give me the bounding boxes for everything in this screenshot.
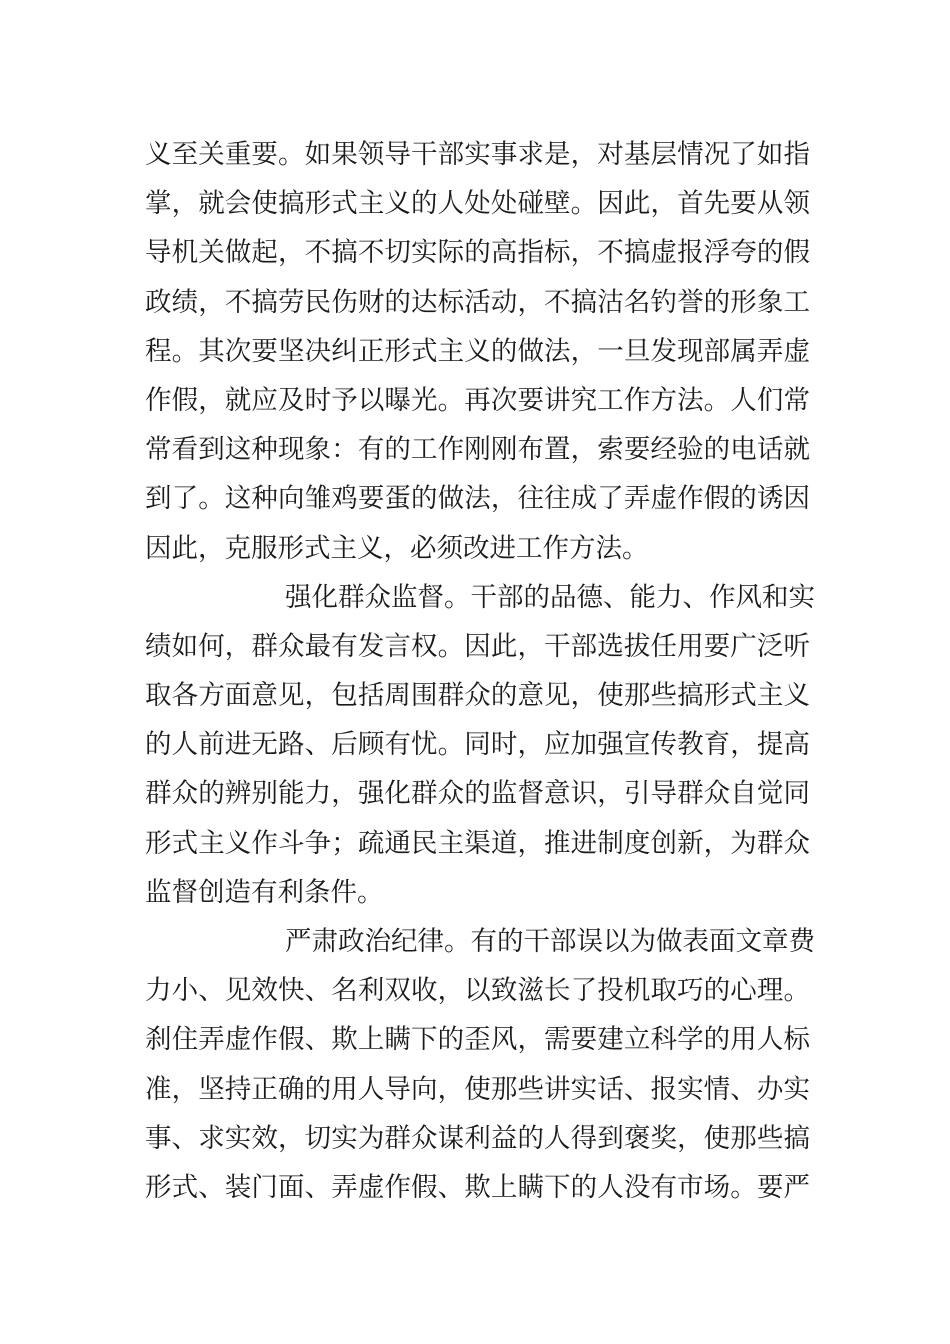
text-line: 力小、见效快、名利双收，以致滋长了投机取巧的心理。 bbox=[145, 975, 810, 1007]
text-line: 作假，就应及时予以曝光。再次要讲究工作方法。人们常 bbox=[145, 384, 810, 416]
text-line: 导机关做起，不搞不切实际的高指标，不搞虚报浮夸的假 bbox=[145, 237, 810, 269]
text-line: 政绩，不搞劳民伤财的达标活动，不搞沽名钓誉的形象工 bbox=[145, 286, 810, 318]
text-line: 程。其次要坚决纠正形式主义的做法，一旦发现部属弄虚 bbox=[145, 335, 810, 367]
text-line: 事、求实效，切实为群众谋利益的人得到褒奖，使那些搞 bbox=[145, 1122, 810, 1154]
text-line: 因此，克服形式主义，必须改进工作方法。 bbox=[145, 532, 649, 564]
text-line: 的人前进无路、后顾有忧。同时，应加强宣传教育，提高 bbox=[145, 729, 810, 761]
text-line: 形式主义作斗争；疏通民主渠道，推进制度创新，为群众 bbox=[145, 827, 810, 859]
text-line: 形式、装门面、弄虚作假、欺上瞒下的人没有市场。要严 bbox=[145, 1171, 810, 1203]
text-line: 刹住弄虚作假、欺上瞒下的歪风，需要建立科学的用人标 bbox=[145, 1024, 810, 1056]
text-line: 监督创造有利条件。 bbox=[145, 876, 384, 908]
text-line: 到了。这种向雏鸡要蛋的做法，往往成了弄虚作假的诱因 bbox=[145, 483, 810, 515]
text-line: 强化群众监督。干部的品德、能力、作风和实 bbox=[285, 581, 815, 613]
text-line: 严肃政治纪律。有的干部误以为做表面文章费 bbox=[285, 926, 815, 957]
text-line: 群众的辨别能力，强化群众的监督意识，引导群众自觉同 bbox=[145, 778, 810, 810]
text-line: 取各方面意见，包括周围群众的意见，使那些搞形式主义 bbox=[145, 680, 810, 712]
document-body bbox=[145, 130, 815, 1212]
text-line: 义至关重要。如果领导干部实事求是，对基层情况了如指 bbox=[145, 139, 810, 170]
text-line: 掌，就会使搞形式主义的人处处碰壁。因此，首先要从领 bbox=[145, 188, 810, 220]
text-line: 准，坚持正确的用人导向，使那些讲实话、报实情、办实 bbox=[145, 1073, 810, 1105]
text-line: 常看到这种现象：有的工作刚刚布置，索要经验的电话就 bbox=[145, 434, 810, 466]
text-line: 绩如何，群众最有发言权。因此，干部选拔任用要广泛听 bbox=[145, 630, 810, 662]
